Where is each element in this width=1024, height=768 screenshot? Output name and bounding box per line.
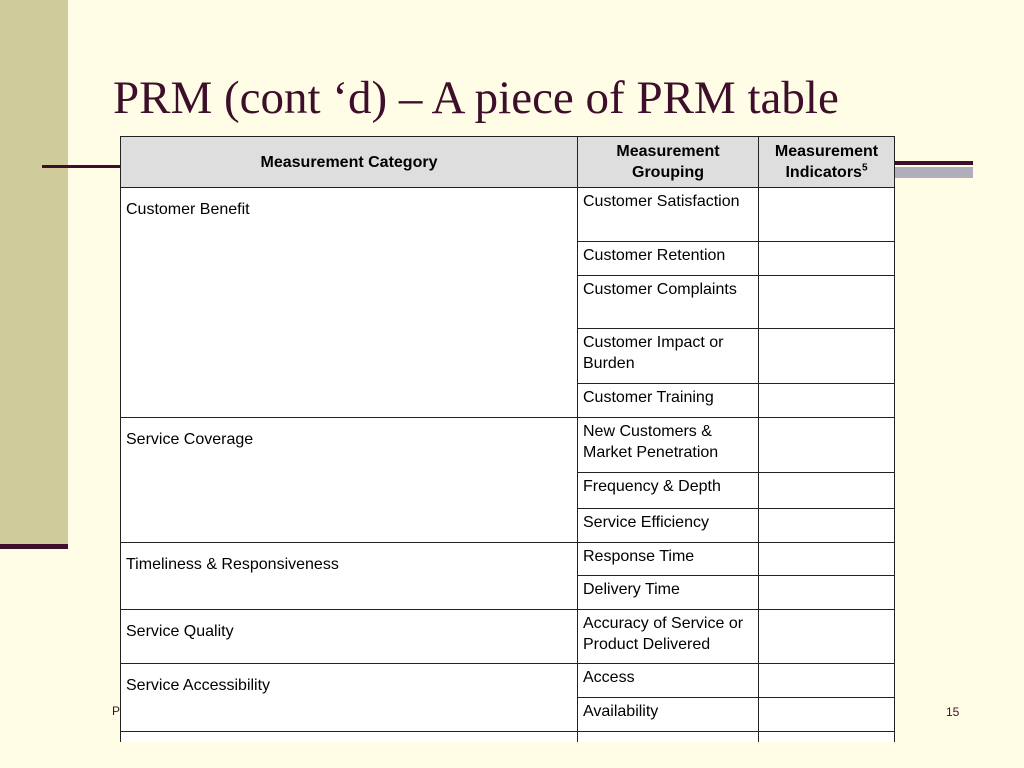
header-measurement-grouping: Measurement Grouping [578, 137, 759, 188]
measurement-category-cell: Service Coverage [121, 418, 578, 543]
measurement-grouping-cell: Accuracy of Service or Product Delivered [578, 610, 759, 664]
measurement-grouping-cell: Customer Complaints [578, 276, 759, 329]
measurement-indicator-cell [759, 242, 895, 276]
left-band-underline [0, 544, 68, 549]
measurement-category-cell: Timeliness & Responsiveness [121, 543, 578, 610]
title-rule-right-grey [893, 167, 973, 178]
measurement-grouping-cell: Delivery Time [578, 576, 759, 610]
table-row [121, 664, 895, 698]
measurement-indicator-cell [759, 418, 895, 473]
footnote-marker: 5 [861, 162, 868, 174]
table-row [121, 610, 895, 664]
measurement-indicator-cell [759, 473, 895, 509]
table-row-cutoff [121, 732, 895, 743]
measurement-grouping-cell: Customer Retention [578, 242, 759, 276]
table-body [121, 188, 895, 743]
left-decorative-band [0, 0, 68, 545]
measurement-grouping-cell: Customer Satisfaction [578, 188, 759, 242]
measurement-category-cell: Service Accessibility [121, 664, 578, 732]
measurement-grouping-cell: Availability [578, 698, 759, 732]
measurement-grouping-cell: Service Efficiency [578, 509, 759, 543]
title-rule-right-dark [893, 161, 973, 165]
measurement-indicator-cell [759, 610, 895, 664]
header-measurement-indicators [759, 137, 895, 188]
cutoff-cell [121, 732, 578, 743]
table-header-row [121, 137, 895, 188]
measurement-category-cell: Customer Benefit [121, 188, 578, 418]
measurement-indicator-cell [759, 576, 895, 610]
measurement-indicator-cell [759, 276, 895, 329]
table-row [121, 543, 895, 576]
measurement-indicator-cell [759, 543, 895, 576]
slide-title: PRM (cont ‘d) – A piece of PRM table [113, 72, 839, 124]
measurement-grouping-cell: Response Time [578, 543, 759, 576]
title-rule-left [42, 165, 124, 168]
prm-table [120, 136, 894, 742]
measurement-grouping-cell: Frequency & Depth [578, 473, 759, 509]
measurement-indicator-cell [759, 188, 895, 242]
table-row [121, 418, 895, 473]
measurement-indicator-cell [759, 509, 895, 543]
cutoff-cell [578, 732, 759, 743]
header-indicators-label: Measurement Indicators [774, 143, 879, 181]
measurement-indicator-cell [759, 329, 895, 384]
measurement-indicator-cell [759, 698, 895, 732]
table-row [121, 188, 895, 242]
measurement-indicator-cell [759, 664, 895, 698]
measurement-grouping-cell: Access [578, 664, 759, 698]
cutoff-cell [759, 732, 895, 743]
measurement-grouping-cell: New Customers & Market Penetration [578, 418, 759, 473]
footer-text: P [112, 704, 121, 718]
measurement-category-cell: Service Quality [121, 610, 578, 664]
measurement-grouping-cell: Customer Impact or Burden [578, 329, 759, 384]
measurement-grouping-cell: Customer Training [578, 384, 759, 418]
measurement-indicator-cell [759, 384, 895, 418]
header-measurement-category: Measurement Category [121, 137, 578, 188]
page-number: 15 [946, 705, 960, 719]
